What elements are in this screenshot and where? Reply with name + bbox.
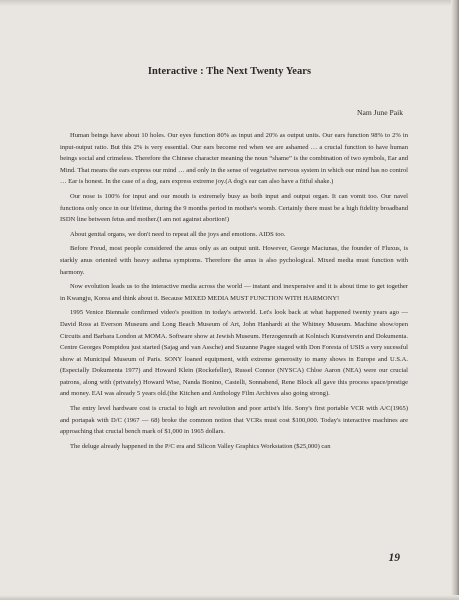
scan-shadow-bottom <box>0 595 459 600</box>
paragraph-7: The entry level hardware cost is crucial to high art revolution and poor artist's life. Sony's first portable VCR with A/C(1965) and portapak with D/C (1967 — 68) broke the common notion that VCRs must cost $100,000. Today's interactive machines are approaching that crucial bench mark of $1,000 in 1965 dollars. <box>60 405 408 436</box>
scan-shadow-right <box>451 0 459 600</box>
article-body <box>60 130 408 455</box>
paragraph-3: About genital organs, we don't need to repeat all the joys and emotions. AIDS too. <box>70 230 286 238</box>
paragraph-1: Human beings have about 10 holes. Our eyes function 80% as input and 20% as output units. Our ears function 98% to 2% in input-output ratio. But this 2% is very essential. Our ears become red when we are ashamed … a crucial function to have human beings social and crimeless. Therefore the Chinese character meaning the noun “shame” is the combination of two symbols, Ear and Mind. That means the ears express our mind … and only in the sense of vegetative nervous system in which our mind has no control … Ear is honest. In the case of a dog, ears express extreme joy.(A dog's ear can also have a fitful shake.) <box>60 132 408 186</box>
paragraph-2: Our nose is 100% for input and our mouth is extremely busy as both input and output organ. It can vomit too. Our navel functions only once in our lifetime, during the 9 months period in mother's womb. Certainly there must be a high fidelity broadband ISDN line between fetus and mother.(I am not against abortion!) <box>60 192 408 224</box>
article-title: Interactive : The Next Twenty Years <box>147 66 312 77</box>
page-number: 19 <box>388 552 400 564</box>
paragraph-5: Now evolution leads us to the interactive media across the world — instant and inexpensive and it is about time to get together in Kwangju, Korea and think about it. Because MIXED MEDIA MUST FUNCTION WITH HARMONY! <box>60 283 408 302</box>
scan-shadow-top <box>0 0 459 6</box>
paragraph-4: Before Freud, most people considered the anus only as an output unit. However, George Maciunas, the founder of Fluxus, is starkly anus oriented with heavy asthma symptoms. Therefore the anus is also pychological. Mixed media must function with harmony. <box>60 245 408 276</box>
paragraph-8: The deluge already happened in the P/C era and Silicon Valley Graphics Workstation ($25,000) can <box>70 442 331 450</box>
paragraph-6: 1995 Venice Biennale confirmed video's position in today's artworld. Let's look back at what happened twenty years ago — David Ross at Everson Museum and Long Beach Museum of Art, John Hanhardt at the Whitney Museum. Machine show/open Circuits and Barbara London at MOMA. Software show at Jewish Museum. Herzogenrath at Kolnisch Kunstverein and Dokumenta. Centre Georges Pompidou just started (Sajag and van Assche) and Suzanne Pagee staged with Don Foresta of USIS a very sucessful show at Municipal Museum of Paris. SONY loaned equipment, with extreme generosity to many shows in Europe and U.S.A.(Especially Dokumenta 1977) and Howard Klein (Rockefeller), Russel Connor (NYSCA) Chloe Aaron (NEA) were our crucial patrons, along with (privately) Howard Wise, Nanda Bonino, Castelli, Sonnabend, Rene Block all gave this process space/prestige and money. EAI was already 5 years old.(the Kitchen and Anthology Film Archives also going strong). <box>60 309 408 398</box>
author-name: Nam June Paik <box>357 108 403 117</box>
